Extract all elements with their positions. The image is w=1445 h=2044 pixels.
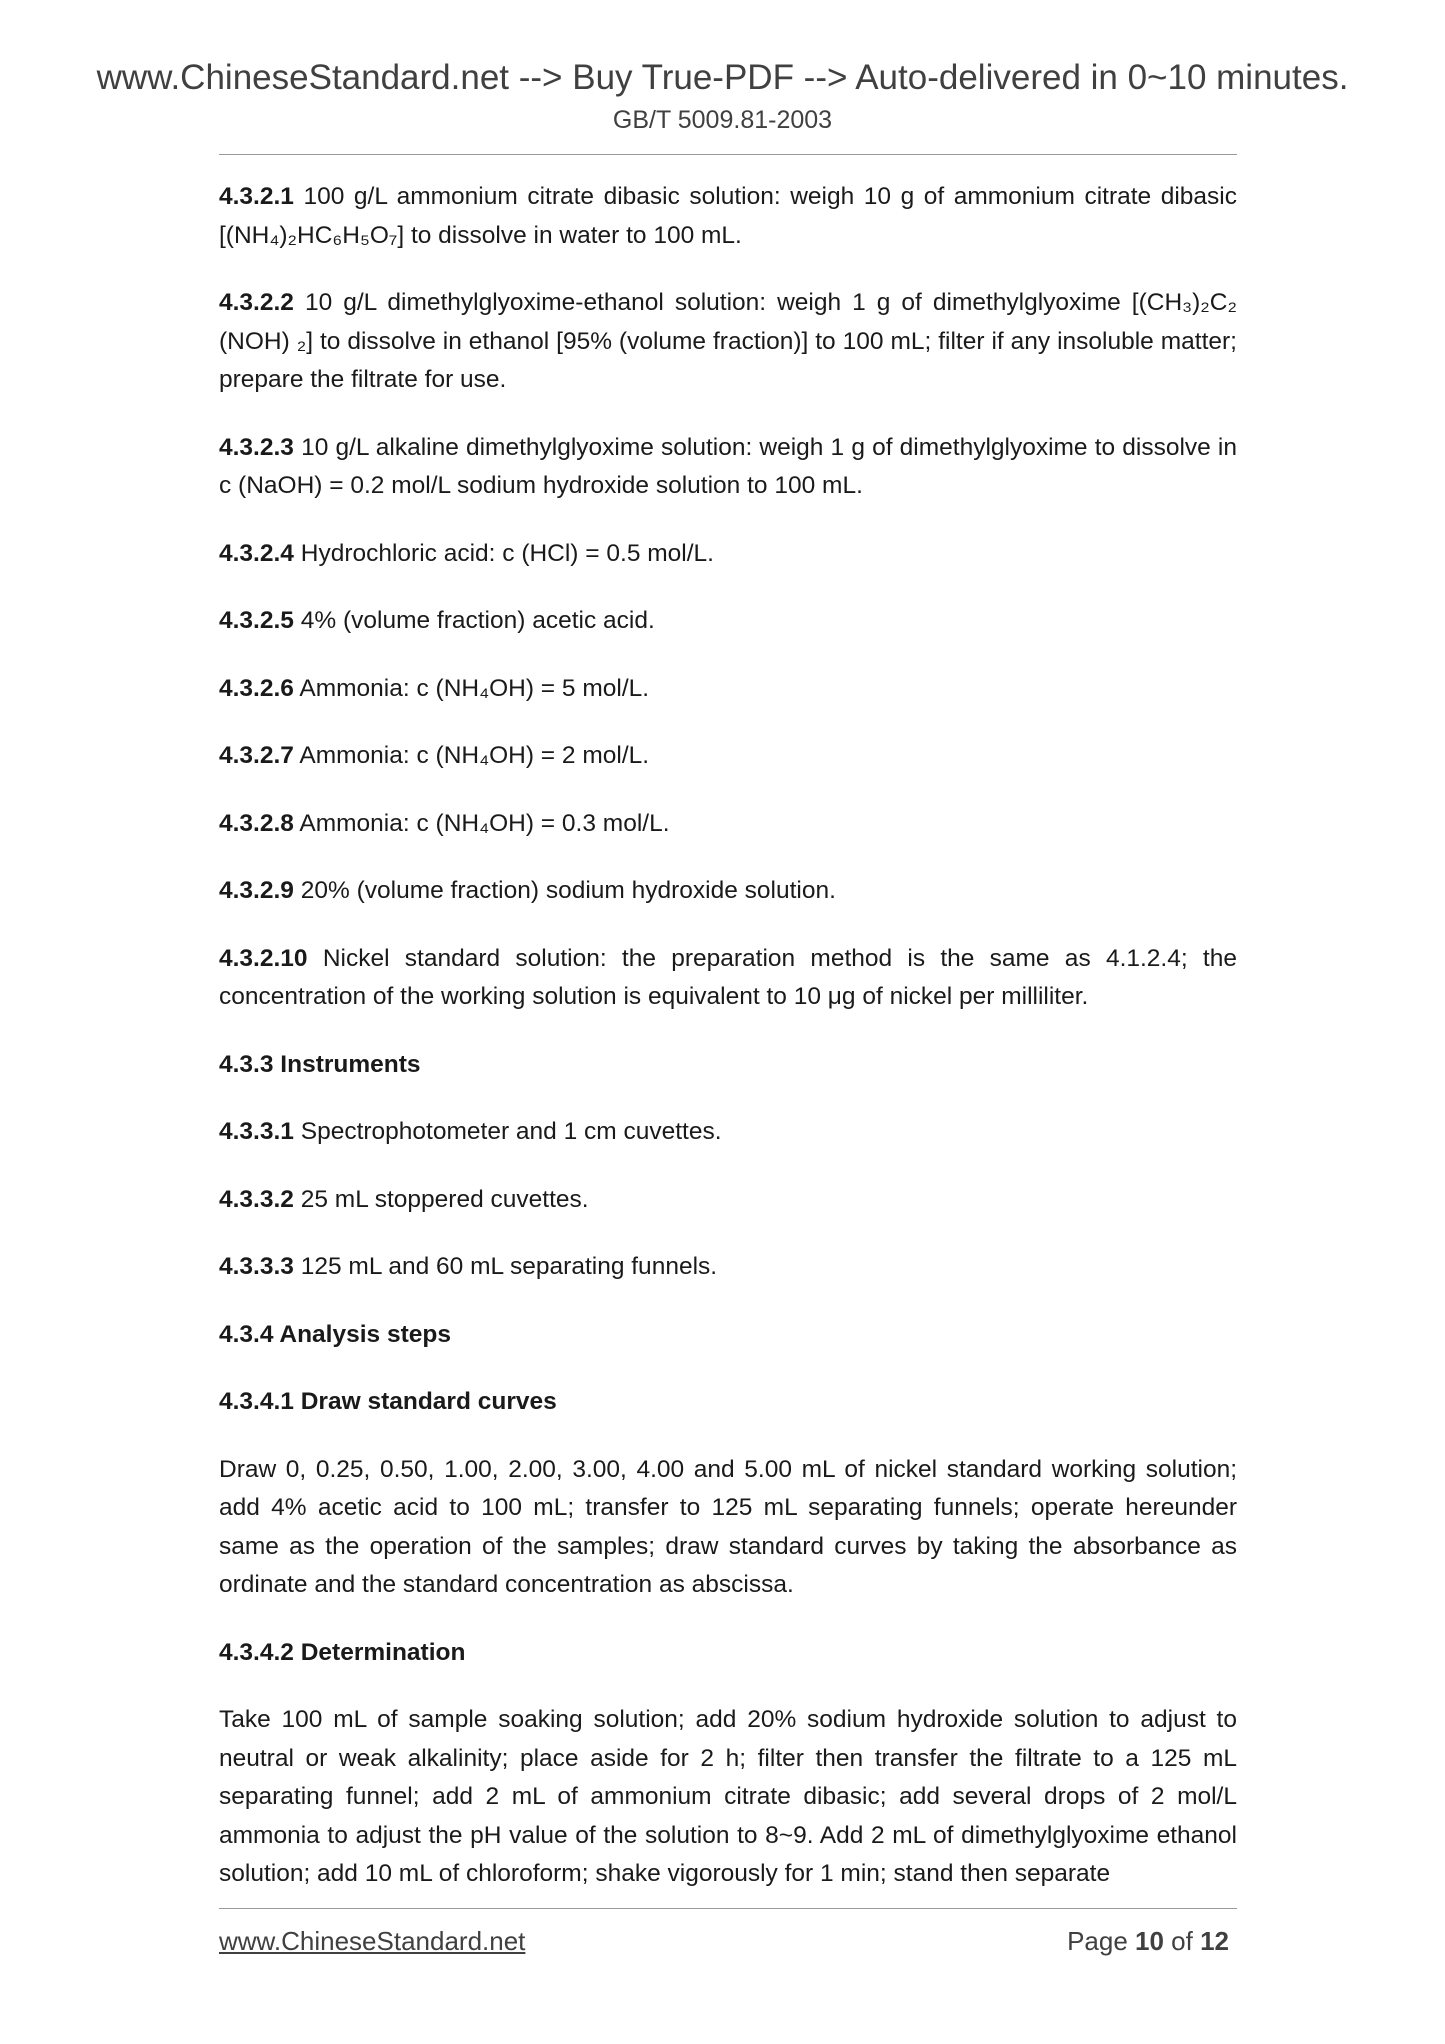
section-heading-analysis-steps: 4.3.4 Analysis steps xyxy=(219,1320,451,1348)
determination-text: Take 100 mL of sample soaking solution; add 20% sodium hydroxide solution to adjust to neutral or weak alkalinity; place aside for 2 h; filter then transfer the filtrate to a 125 mL separating funnel; add 2 mL of ammonium citrate dibasic; add several drops of 2 mol/L ammonia to adjust the pH value of the solution to 8~9. Add 2 mL of dimethylglyoxime ethanol solution; add 10 mL of chloroform; shake vigorously for 1 min; stand then separate xyxy=(219,1706,1237,1887)
clause-text: 20% (volume fraction) sodium hydroxide solution. xyxy=(293,877,836,904)
clause-number: 4.3.2.9 xyxy=(219,877,294,904)
page-number xyxy=(1067,1924,1229,1958)
clause-text: Ammonia: c (NH₄OH) = 2 mol/L. xyxy=(293,742,650,769)
page-current: 10 xyxy=(1135,1926,1164,1956)
clause-4-3-2-7 xyxy=(219,737,1237,776)
footer-divider xyxy=(219,1908,1237,1909)
clause-4-3-2-2 xyxy=(219,284,1237,400)
clause-text: 10 g/L alkaline dimethylglyoxime solution: weigh 1 g of dimethylglyoxime to dissolve in c (NaOH) = 0.2 mol/L sodium hydroxide solution to 100 mL. xyxy=(219,433,1237,499)
clause-number: 4.3.2.2 xyxy=(219,289,294,316)
footer-website-link[interactable]: www.ChineseStandard.net xyxy=(219,1926,526,1956)
clause-number: 4.3.2.4 xyxy=(219,539,294,567)
clause-text: Ammonia: c (NH₄OH) = 0.3 mol/L. xyxy=(293,809,670,837)
page-of: of xyxy=(1163,1926,1201,1956)
clause-4-3-2-1 xyxy=(219,178,1237,255)
clause-4-3-3-1 xyxy=(219,1113,1237,1152)
clause-number: 4.3.2.5 xyxy=(219,607,294,634)
page-label: Page xyxy=(1067,1926,1136,1956)
clause-number: 4.3.2.8 xyxy=(219,809,294,837)
clause-4-3-2-4 xyxy=(219,535,1237,574)
section-heading-standard-curves: 4.3.4.1 Draw standard curves xyxy=(219,1388,557,1415)
clause-4-3-2-6 xyxy=(219,670,1237,709)
clause-number: 4.3.2.3 xyxy=(219,433,294,461)
clause-4-3-3-3 xyxy=(219,1248,1237,1287)
section-heading-instruments: 4.3.3 Instruments xyxy=(219,1050,421,1078)
clause-4-3-3-2 xyxy=(219,1181,1237,1220)
section-heading-determination: 4.3.4.2 Determination xyxy=(219,1638,466,1666)
clause-text: 10 g/L dimethylglyoxime-ethanol solution: weigh 1 g of dimethylglyoxime [(CH₃)₂C₂ (NOH) ₂] to dissolve in ethanol [95% (volume fraction)] to 100 mL; filter if any insoluble matter; prepare the filtrate for use. xyxy=(219,289,1237,393)
standard-code: GB/T 5009.81-2003 xyxy=(612,106,833,134)
clause-4-3-2-3 xyxy=(219,429,1237,506)
clause-text: 4% (volume fraction) acetic acid. xyxy=(293,607,655,634)
page-total: 12 xyxy=(1200,1926,1229,1956)
clause-text: 100 g/L ammonium citrate dibasic solution: weigh 10 g of ammonium citrate dibasic [(NH₄)₂HC₆H₅O₇] to dissolve in water to 100 mL. xyxy=(219,183,1237,249)
clause-number: 4.3.3.1 xyxy=(219,1118,294,1145)
clause-number: 4.3.2.6 xyxy=(219,674,294,702)
clause-text: Ammonia: c (NH₄OH) = 5 mol/L. xyxy=(293,674,650,702)
clause-number: 4.3.3.2 xyxy=(219,1185,294,1213)
clause-text: 25 mL stoppered cuvettes. xyxy=(293,1185,589,1213)
clause-text: 125 mL and 60 mL separating funnels. xyxy=(293,1253,718,1280)
clause-text: Nickel standard solution: the preparation method is the same as 4.1.2.4; the concentration of the working solution is equivalent to 10 μg of nickel per milliliter. xyxy=(219,944,1237,1010)
header-banner: www.ChineseStandard.net --> Buy True-PDF --> Auto-delivered in 0~10 minutes. xyxy=(96,58,1349,97)
clause-number: 4.3.3.3 xyxy=(219,1253,294,1280)
standard-curves-text: Draw 0, 0.25, 0.50, 1.00, 2.00, 3.00, 4.00 and 5.00 mL of nickel standard working solution; add 4% acetic acid to 100 mL; transfer to 125 mL separating funnels; operate hereunder same as the operation of the samples; draw standard curves by taking the absorbance as ordinate and the standard concentration as abscissa. xyxy=(219,1455,1237,1598)
clause-text: Hydrochloric acid: c (HCl) = 0.5 mol/L. xyxy=(293,539,714,567)
document-body xyxy=(219,178,1237,1923)
clause-number: 4.3.2.1 xyxy=(219,183,294,210)
clause-text: Spectrophotometer and 1 cm cuvettes. xyxy=(293,1118,722,1145)
clause-4-3-2-10 xyxy=(219,940,1237,1017)
clause-4-3-2-9 xyxy=(219,872,1237,911)
clause-number: 4.3.2.10 xyxy=(219,944,308,972)
clause-4-3-2-5 xyxy=(219,602,1237,641)
clause-number: 4.3.2.7 xyxy=(219,742,294,769)
header-divider xyxy=(219,154,1237,155)
clause-4-3-2-8 xyxy=(219,805,1237,844)
